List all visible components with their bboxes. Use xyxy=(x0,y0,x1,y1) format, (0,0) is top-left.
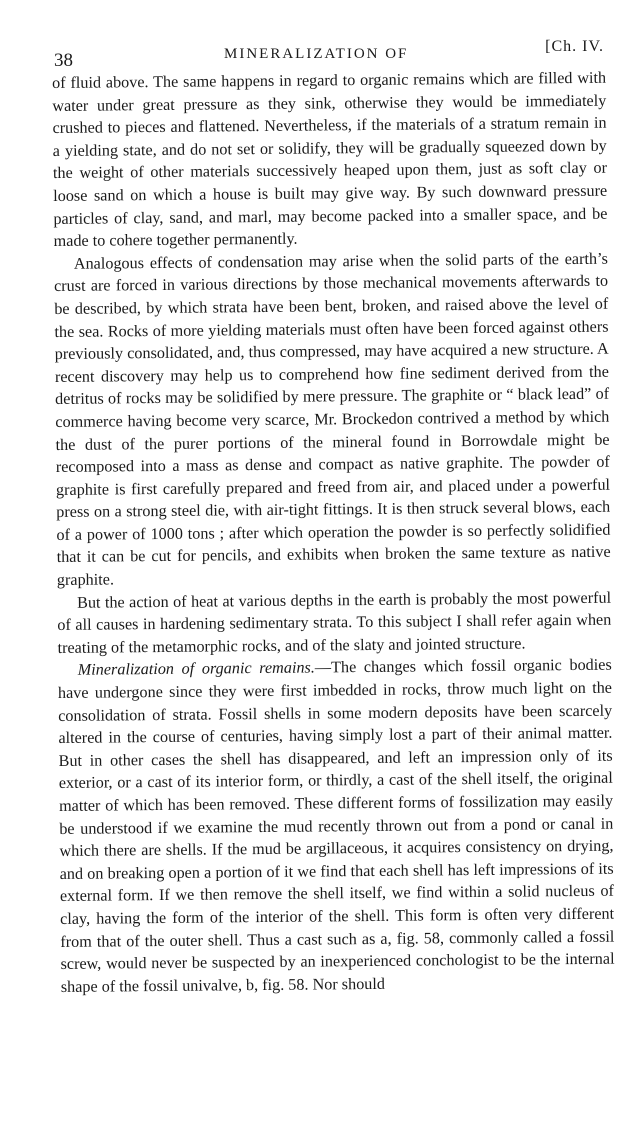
paragraph-condensation: Analogous effects of condensation may arise when the solid parts of the earth’s crust are forced in various directions by those mechanical movements afterwards to be described, by which strata have been bent, broken, and raised above the level of the sea. Rocks of more yielding materials must often have been forced against others previously consolidated, and, thus compressed, may have acquired a new structure. A recent discovery may help us to comprehend how fine sediment derived from the detritus of rocks may be solidified by mere pressure. The graphite or “ black lead” of commerce having become very scarce, Mr. Brockedon contrived a method by which the dust of the purer portions of the mineral found in Borrowdale might be recomposed into a mass as dense and compact as native graphite. The powder of graphite is first carefully prepared and freed from air, and placed under a powerful press on a strong steel die, with air-tight fittings. It is then struck several blows, each of a power of 1000 tons ; after which operation the powder is so perfectly solidified that it can be cut for pencils, and exhibits when broken the same texture as native graphite. xyxy=(53,249,611,590)
running-head xyxy=(52,26,606,72)
paragraph-mineralization xyxy=(58,654,615,998)
paragraph-heat: But the action of heat at various depths in the earth is probably the most powerful of all causes in hardening sedimentary strata. To this subject I shall refer again when treating of the metamorphic rocks, and of the slaty and jointed structure. xyxy=(57,588,612,657)
paragraph-continued: of fluid above. The same happens in regard to organic remains which are filled with water under great pressure as they sink, otherwise they would be immediately crushed to pieces and flattened. Nevertheless, if the materials of a stratum remain in a yielding state, and do not set or solidify, they will be gradually squeezed down by the weight of other materials successively heaped upon them, just as soft clay or loose sand on which a house is built may give way. By such downward pressure particles of clay, sand, and marl, may become packed into a smaller space, and be made to cohere together permanently. xyxy=(52,68,608,251)
section-heading: Mineralization of organic remains. xyxy=(77,658,315,680)
chapter-reference: [Ch. IV. xyxy=(545,38,604,55)
page-number: 38 xyxy=(54,50,73,71)
body-text xyxy=(52,67,615,999)
running-title: MINERALIZATION OF xyxy=(224,46,409,62)
paragraph-mineralization-text: —The changes which fossil organic bodies have undergone since they were first imbedded in rocks, throw much light on the consolidation of strata. Fossil shells in some modern deposits have been scarcely altered in the course of centuries, having simply lost a part of their animal matter. But in other cases the shell has disappeared, and left an impression only of its exterior, or a cast of its interior form, or thirdly, a cast of the shell itself, the original matter of which has been removed. These different forms of fossilization may easily be understood if we examine the mud recently thrown out from a pond or canal in which there are shells. If the mud be argillaceous, it acquires consistency on drying, and on breaking open a portion of it we find that each shell has left impressions of its external form. If we then remove the shell itself, we find within a solid nucleus of clay, having the form of the interior of the shell. This form is often very different from that of the outer shell. Thus a cast such as a, fig. 58, commonly called a fossil screw, would never be suspected by an inexperienced conchologist to be the internal shape of the fossil univalve, b, fig. 58. Nor should xyxy=(57,656,615,996)
